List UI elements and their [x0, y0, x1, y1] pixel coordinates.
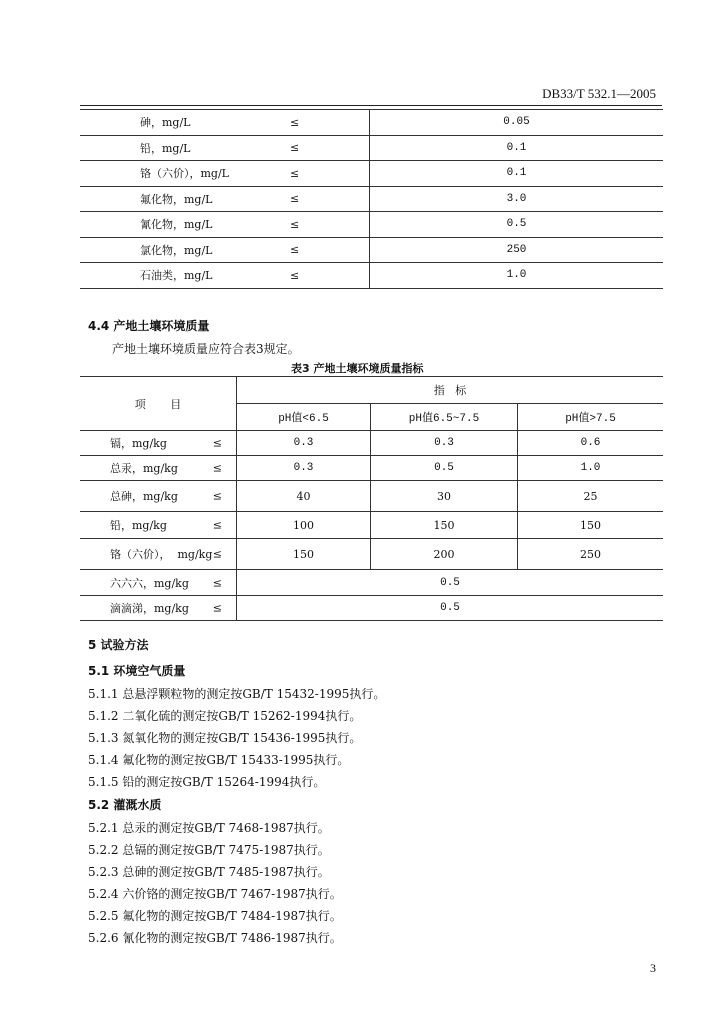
list-item: 5.2.1 总汞的测定按GB/T 7468-1987执行。	[88, 821, 330, 835]
row-value: 30	[371, 481, 518, 512]
table-row	[80, 539, 663, 570]
row-value: 40	[237, 481, 371, 512]
table-row	[80, 263, 663, 289]
page-number: 3	[650, 961, 656, 975]
row-item: 总砷，mg/kg	[110, 490, 178, 503]
row-operator: ≤	[290, 217, 300, 231]
section-4-4-text: 产地土壤环境质量应符合表3规定。	[112, 342, 300, 356]
table-row	[80, 512, 663, 539]
column-header: pH值6.5~7.5	[371, 404, 518, 431]
table-row	[80, 596, 663, 621]
list-item: 5.1.4 氟化物的测定按GB/T 15433-1995执行。	[88, 753, 350, 767]
row-item: 石油类，mg/L	[140, 269, 213, 283]
list-item: 5.1.1 总悬浮颗粒物的测定按GB/T 15432-1995执行。	[88, 687, 386, 701]
column-header: pH值<6.5	[237, 404, 371, 431]
row-operator: ≤	[212, 436, 222, 450]
header-rule	[80, 105, 662, 106]
list-item: 5.1.5 铅的测定按GB/T 15264-1994执行。	[88, 775, 326, 789]
row-value: 200	[371, 539, 518, 570]
irrigation-water-table	[80, 109, 663, 289]
row-operator: ≤	[290, 115, 300, 129]
row-item: 氯化物，mg/L	[140, 243, 213, 257]
section-4-4-heading: 4.4 产地土壤环境质量	[88, 319, 210, 333]
row-value: 1.0	[518, 456, 664, 481]
table3-caption: 表3 产地土壤环境质量指标	[291, 362, 424, 375]
row-item: 铬（六价），mg/L	[140, 167, 229, 181]
row-value: 0.6	[518, 431, 664, 456]
row-operator: ≤	[212, 461, 222, 475]
row-item: 铅，mg/L	[140, 141, 191, 155]
row-item: 铅，mg/kg	[110, 519, 167, 532]
row-operator: ≤	[212, 547, 222, 561]
row-value: 3.0	[370, 186, 664, 212]
row-value: 0.5	[371, 456, 518, 481]
table-row	[80, 481, 663, 512]
row-value: 1.0	[370, 263, 664, 289]
row-operator: ≤	[212, 576, 222, 589]
section-5-1-heading: 5.1 环境空气质量	[88, 664, 186, 678]
row-value: 100	[237, 512, 371, 539]
soil-quality-table	[80, 376, 663, 621]
row-operator: ≤	[290, 192, 300, 206]
row-item: 总汞，mg/kg	[110, 462, 178, 475]
table-row	[80, 237, 663, 263]
row-value: 0.5	[237, 570, 664, 596]
table-row	[80, 186, 663, 212]
list-item: 5.2.4 六价铬的测定按GB/T 7467-1987执行。	[88, 887, 342, 901]
row-value: 250	[370, 237, 664, 263]
list-item: 5.1.3 氮氧化物的测定按GB/T 15436-1995执行。	[88, 731, 362, 745]
table-row	[80, 135, 663, 161]
list-item: 5.2.3 总砷的测定按GB/T 7485-1987执行。	[88, 865, 330, 879]
row-item: 铬（六价）， mg/kg	[110, 548, 213, 561]
row-operator: ≤	[290, 243, 300, 257]
row-item: 六六六，mg/kg	[110, 576, 189, 590]
column-header: pH值>7.5	[518, 404, 664, 431]
row-item: 氰化物，mg/L	[140, 218, 213, 232]
row-value: 150	[518, 512, 664, 539]
header-item: 项 目	[134, 397, 182, 411]
row-value: 0.5	[237, 596, 664, 621]
row-operator: ≤	[212, 518, 222, 532]
section-5-heading: 5 试验方法	[88, 638, 149, 652]
list-item: 5.2.5 氟化物的测定按GB/T 7484-1987执行。	[88, 909, 342, 923]
row-item: 砷，mg/L	[140, 116, 191, 130]
row-value: 0.5	[370, 212, 664, 238]
row-value: 150	[237, 539, 371, 570]
row-value: 0.3	[371, 431, 518, 456]
row-operator: ≤	[290, 268, 300, 282]
header-indicator: 指 标	[237, 377, 664, 404]
row-value: 25	[518, 481, 664, 512]
row-value: 250	[518, 539, 664, 570]
list-item: 5.1.2 二氧化硫的测定按GB/T 15262-1994执行。	[88, 709, 362, 723]
table-row	[80, 456, 663, 481]
list-item: 5.2.2 总镉的测定按GB/T 7475-1987执行。	[88, 843, 330, 857]
row-value: 0.3	[237, 456, 371, 481]
table-row	[80, 431, 663, 456]
row-item: 氟化物，mg/L	[140, 192, 213, 206]
table-row	[80, 212, 663, 238]
row-item: 镉，mg/kg	[110, 437, 167, 450]
table-header-row	[80, 377, 663, 404]
row-operator: ≤	[212, 489, 222, 503]
section-5-2-heading: 5.2 灌溉水质	[88, 798, 162, 812]
row-value: 0.05	[370, 110, 664, 136]
row-operator: ≤	[290, 141, 300, 155]
table-row	[80, 161, 663, 187]
document-code: DB33/T 532.1—2005	[542, 86, 656, 101]
list-item: 5.2.6 氰化物的测定按GB/T 7486-1987执行。	[88, 931, 342, 945]
table-row	[80, 110, 663, 136]
table-row	[80, 570, 663, 596]
row-value: 0.3	[237, 431, 371, 456]
row-value: 150	[371, 512, 518, 539]
row-operator: ≤	[212, 601, 222, 615]
row-item: 滴滴涕，mg/kg	[110, 602, 189, 615]
row-value: 0.1	[370, 161, 664, 187]
row-value: 0.1	[370, 135, 664, 161]
row-operator: ≤	[290, 166, 300, 180]
